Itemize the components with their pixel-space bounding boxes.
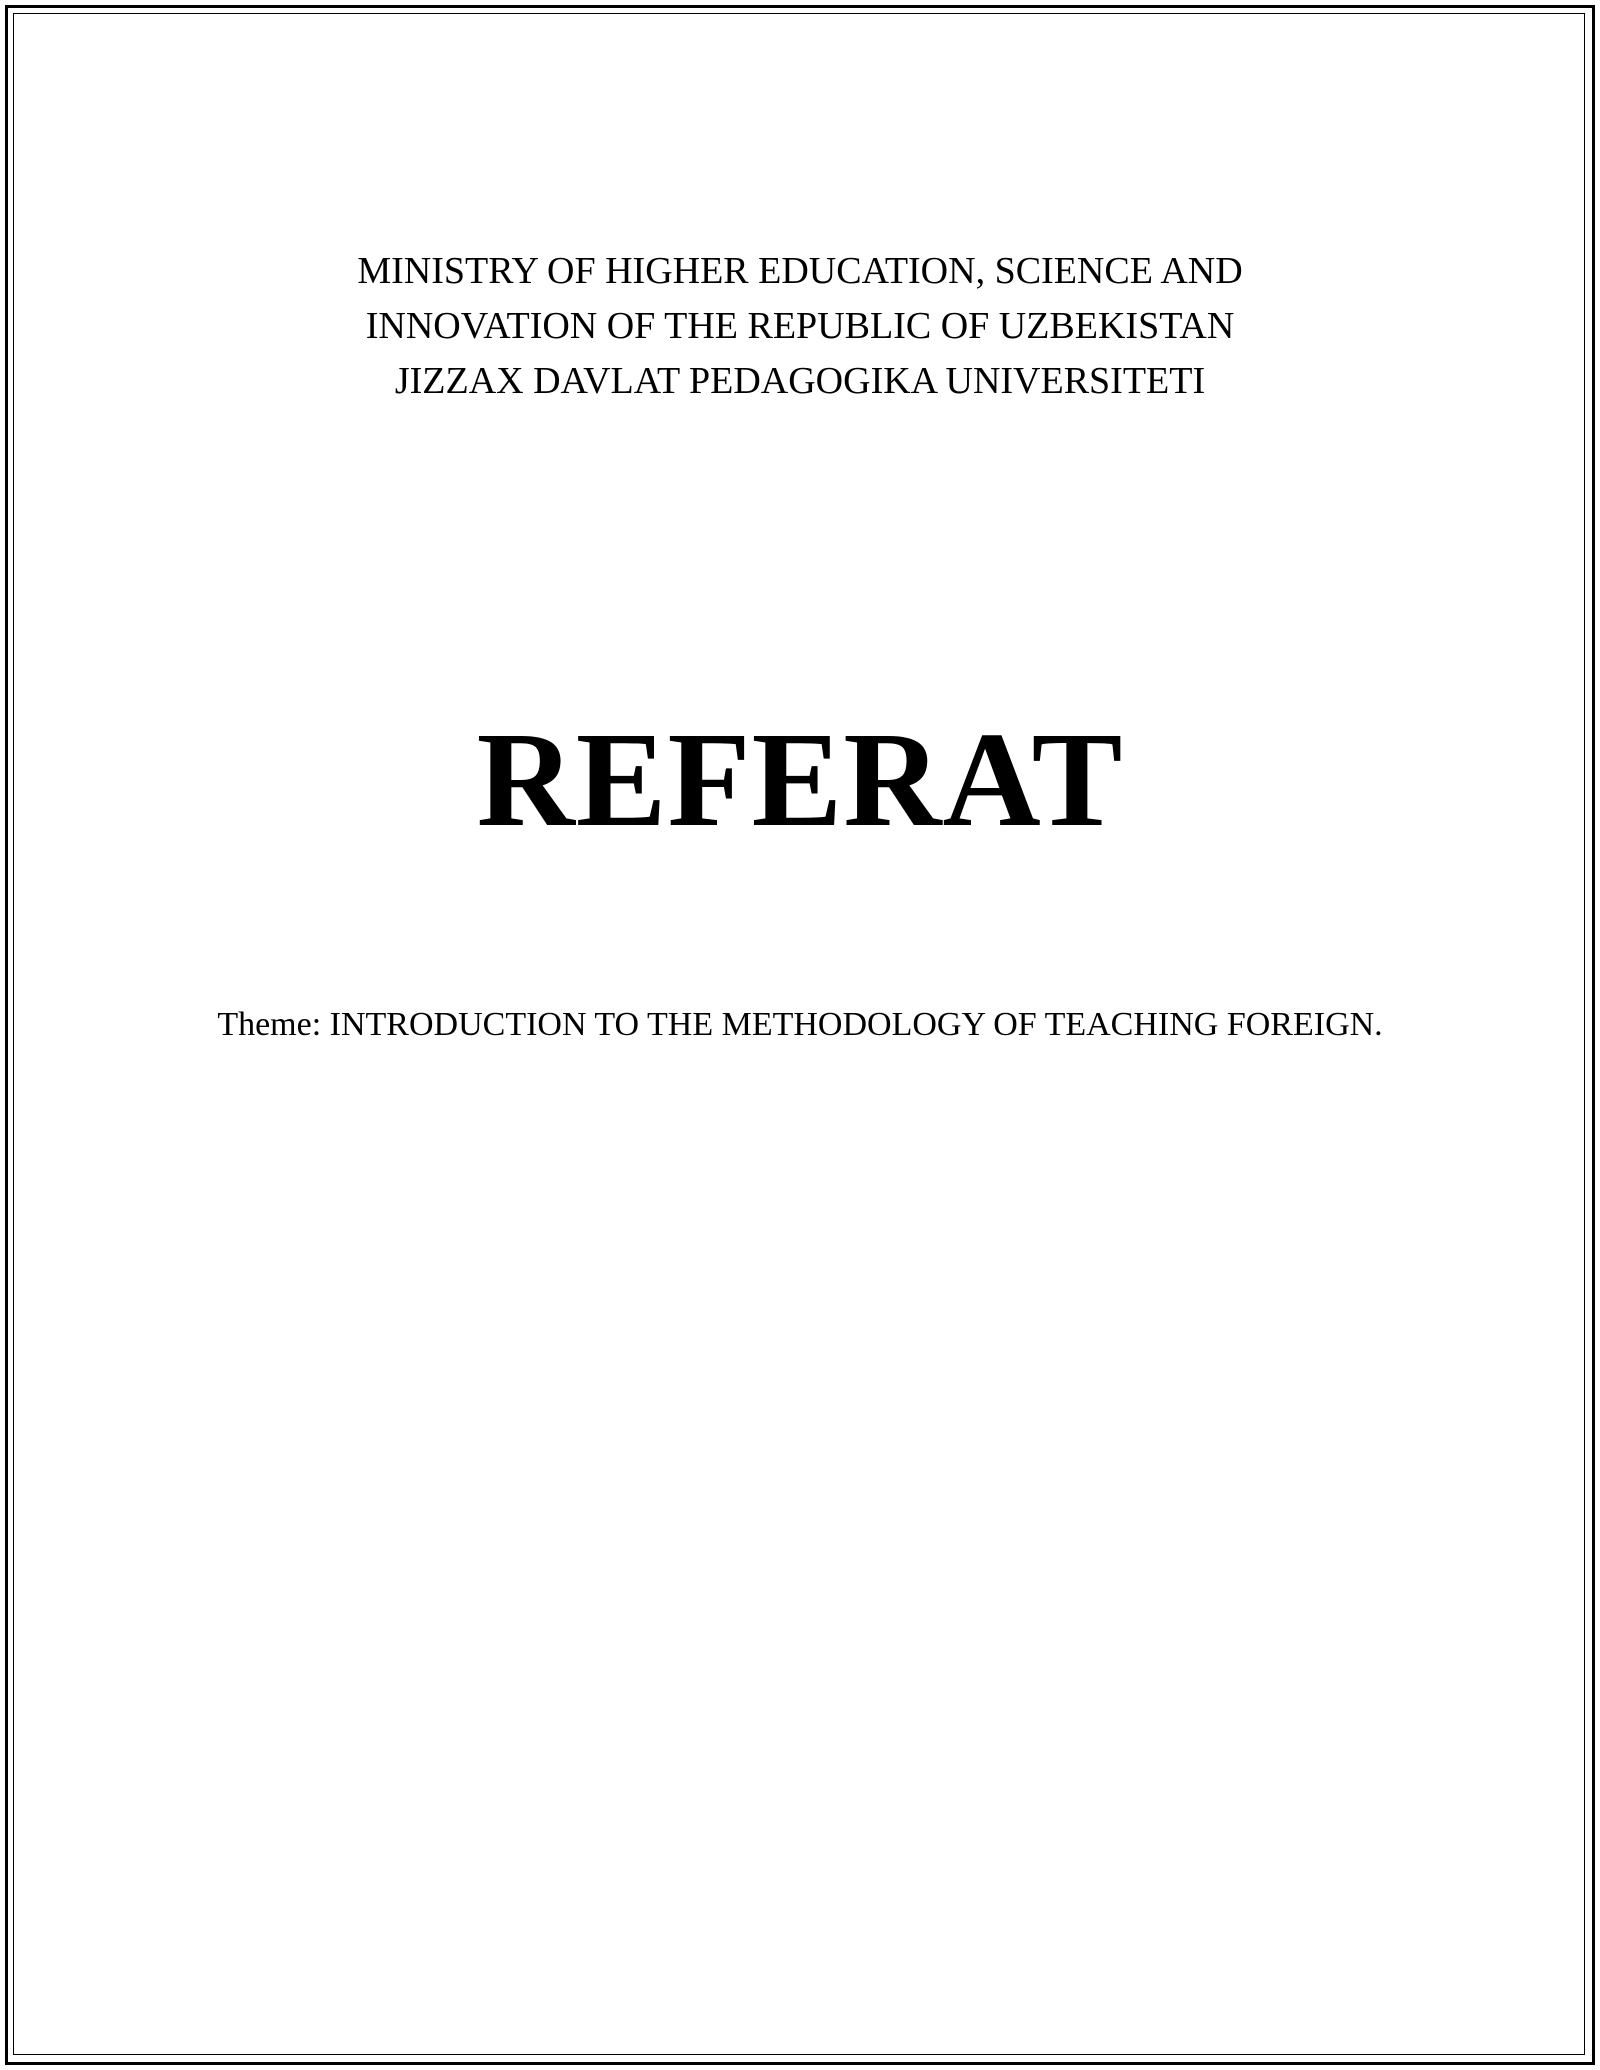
document-title: REFERAT [476, 705, 1124, 855]
theme-text: Theme: INTRODUCTION TO THE METHODOLOGY OF TEACHING FOREIGN. [217, 1006, 1383, 1043]
ministry-line-2: INNOVATION OF THE REPUBLIC OF UZBEKISTAN [365, 305, 1235, 347]
institution-header [0, 244, 1600, 409]
university-name: JIZZAX DAVLAT PEDAGOGIKA UNIVERSITETI [394, 360, 1206, 402]
ministry-line-1: MINISTRY OF HIGHER EDUCATION, SCIENCE AND [357, 250, 1243, 292]
